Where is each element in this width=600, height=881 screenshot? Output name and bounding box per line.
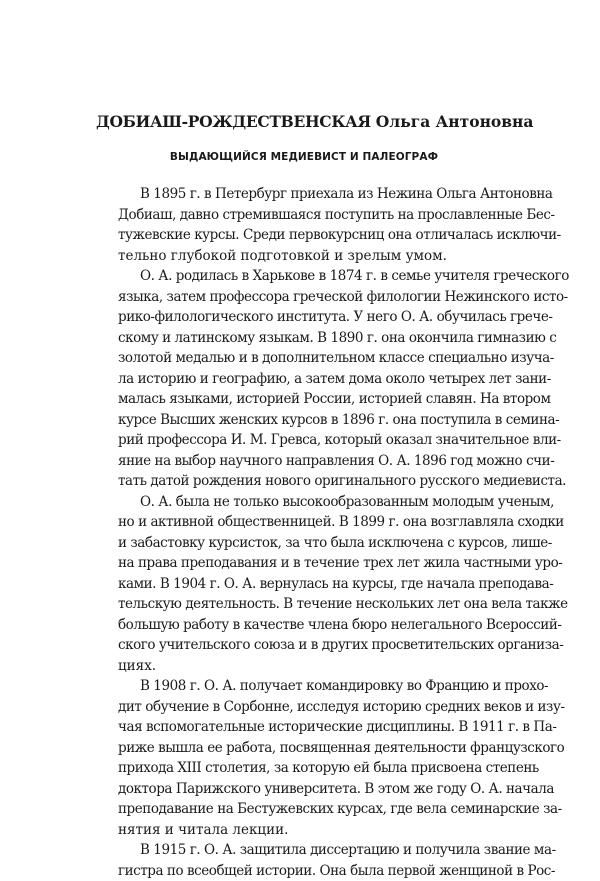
paragraph bbox=[96, 676, 512, 840]
text-line: тать датой рождения нового оригинального русского медиевиста. bbox=[96, 471, 512, 492]
title-surname: ДОБИАШ-РОЖДЕСТВЕНСКАЯ bbox=[96, 112, 371, 131]
text-line: курсе Высших женских курсов в 1896 г. она поступила в семина- bbox=[96, 410, 512, 431]
article-subtitle: ВЫДАЮЩИЙСЯ МЕДИЕВИСТ И ПАЛЕОГРАФ bbox=[96, 150, 512, 164]
text-line: прихода XIII столетия, за которую ей была присвоена степень bbox=[96, 758, 512, 779]
text-line: языка, затем профессора греческой филологии Нежинского исто- bbox=[96, 287, 512, 308]
text-line: рий профессора И. М. Гревса, который оказал значительное вли- bbox=[96, 430, 512, 451]
text-line: яние на выбор научного направления О. А. 1896 год можно счи- bbox=[96, 451, 512, 472]
text-line: доктора Парижского университета. В этом же году О. А. начала bbox=[96, 779, 512, 800]
text-line: риже вышла ее работа, посвященная деятельности французского bbox=[96, 738, 512, 759]
text-line: тельскую деятельность. В течение нескольких лет она вела также bbox=[96, 594, 512, 615]
text-line: В 1908 г. О. А. получает командировку во Францию и прохо- bbox=[96, 676, 512, 697]
text-line: нятия и читала лекции. bbox=[96, 820, 512, 841]
text-line: В 1915 г. О. А. защитила диссертацию и получила звание ма- bbox=[96, 840, 512, 861]
text-line: скому и латинскому языкам. В 1890 г. она окончила гимназию с bbox=[96, 328, 512, 349]
text-line: на права преподавания и в течение трех лет жила частными уро- bbox=[96, 553, 512, 574]
article-body bbox=[96, 184, 512, 881]
text-line: ского учительского союза и в других просветительских организа- bbox=[96, 635, 512, 656]
text-line: дит обучение в Сорбонне, исследуя историю средних веков и изу- bbox=[96, 697, 512, 718]
paragraph bbox=[96, 266, 512, 492]
text-line: но и активной общественницей. В 1899 г. она возглавляла сходки bbox=[96, 512, 512, 533]
text-line: малась языками, историей России, историей славян. На втором bbox=[96, 389, 512, 410]
text-line: и забастовку курсисток, за что была исключена с курсов, лише- bbox=[96, 533, 512, 554]
text-line: золотой медалью и в дополнительном классе специально изуча- bbox=[96, 348, 512, 369]
text-line: В 1895 г. в Петербург приехала из Нежина Ольга Антоновна bbox=[96, 184, 512, 205]
text-line: тужевские курсы. Среди первокурсниц она отличалась исключи- bbox=[96, 225, 512, 246]
text-line: чая вспомогательные исторические дисциплины. В 1911 г. в Па- bbox=[96, 717, 512, 738]
paragraph bbox=[96, 492, 512, 677]
text-line: ла историю и географию, а затем дома около четырех лет зани- bbox=[96, 369, 512, 390]
text-line: циях. bbox=[96, 656, 512, 677]
paragraph bbox=[96, 184, 512, 266]
text-line: большую работу в качестве члена бюро нелегального Всероссий- bbox=[96, 615, 512, 636]
article-title bbox=[96, 112, 512, 132]
title-given-name: Ольга Антоновна bbox=[376, 112, 534, 131]
text-line: преподавание на Бестужевских курсах, где вела семинарские за- bbox=[96, 799, 512, 820]
text-line: гистра по всеобщей истории. Она была первой женщиной в Рос- bbox=[96, 861, 512, 881]
text-line: рико-филологического института. У него О. А. обучилась грече- bbox=[96, 307, 512, 328]
text-line: О. А. родилась в Харькове в 1874 г. в семье учителя греческого bbox=[96, 266, 512, 287]
text-line: Добиаш, давно стремившаяся поступить на прославленные Бес- bbox=[96, 205, 512, 226]
text-line: О. А. была не только высокообразованным молодым ученым, bbox=[96, 492, 512, 513]
paragraph bbox=[96, 840, 512, 881]
text-line: ками. В 1904 г. О. А. вернулась на курсы, где начала преподава- bbox=[96, 574, 512, 595]
text-line: тельно глубокой подготовкой и зрелым умом. bbox=[96, 246, 512, 267]
page-content bbox=[96, 112, 512, 881]
